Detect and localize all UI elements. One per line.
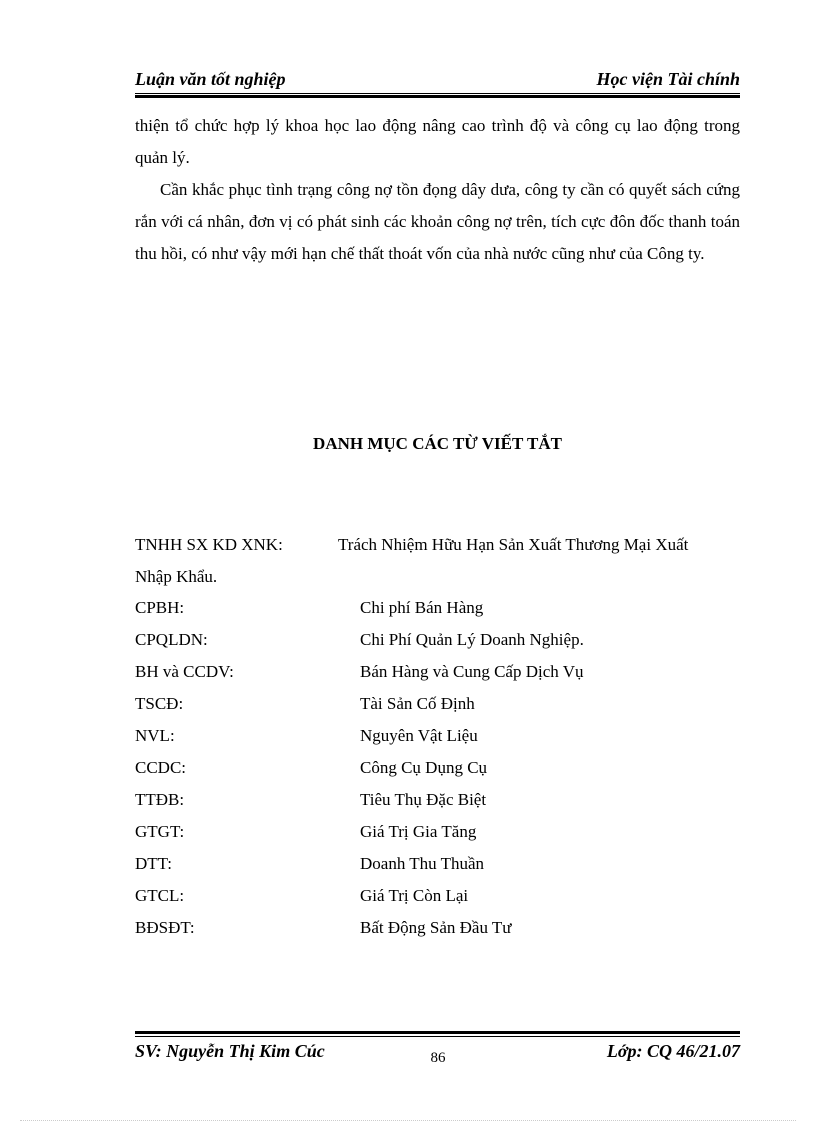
abbreviation-meaning: Doanh Thu Thuần	[360, 854, 485, 873]
abbreviation-row	[135, 848, 740, 880]
page-header	[135, 69, 740, 91]
abbreviation-row	[135, 880, 740, 912]
abbreviation-key: CCDC:	[135, 758, 187, 777]
page-bottom-dotted-border	[20, 1120, 796, 1121]
footer-class: Lớp: CQ 46/21.07	[606, 1041, 740, 1061]
header-thesis-label: Luận văn tốt nghiệp	[135, 69, 286, 89]
abbreviation-row	[135, 529, 740, 561]
abbreviation-row	[135, 912, 740, 944]
paragraph-debt: Cần khắc phục tình trạng công nợ tồn đọng dây dưa, công ty cần có quyết sách cứng rắn với cá nhân, đơn vị có phát sinh các khoản công nợ trên, tích cực đôn đốc thanh toán thu hồi, có như vậy mới hạn chế thất thoát vốn của nhà nước cũng như của Công ty.	[135, 180, 740, 263]
paragraph-continuation: thiện tổ chức hợp lý khoa học lao động nâng cao trình độ và công cụ lao động trong quản lý.	[135, 116, 740, 167]
abbreviation-row	[135, 720, 740, 752]
page-number: 86	[430, 1050, 446, 1066]
abbreviation-meaning: Chi Phí Quản Lý Doanh Nghiệp.	[360, 630, 584, 649]
abbreviation-row	[135, 688, 740, 720]
abbreviation-key: GTCL:	[135, 886, 185, 905]
abbreviation-key: DTT:	[135, 854, 172, 873]
abbreviation-row	[135, 816, 740, 848]
abbreviation-key: TSCĐ:	[135, 694, 184, 713]
abbreviation-meaning-continued: Nhập Khẩu.	[135, 567, 218, 586]
abbreviation-meaning: Giá Trị Gia Tăng	[360, 822, 477, 841]
abbreviation-key: BĐSĐT:	[135, 918, 195, 937]
abbreviation-meaning: Bất Động Sản Đầu Tư	[360, 918, 512, 937]
abbreviation-key: CPQLDN:	[135, 630, 208, 649]
abbreviation-meaning: Trách Nhiệm Hữu Hạn Sản Xuất Thương Mại Xuất	[338, 535, 689, 554]
abbreviation-row	[135, 624, 740, 656]
header-rule-thick	[135, 95, 740, 98]
abbreviation-meaning: Bán Hàng và Cung Cấp Dịch Vụ	[360, 662, 584, 681]
footer-rule-thick	[135, 1031, 740, 1034]
header-institution: Học viện Tài chính	[596, 69, 740, 89]
abbreviation-row	[135, 656, 740, 688]
abbreviation-key: BH và CCDV:	[135, 662, 234, 681]
abbreviation-meaning: Công Cụ Dụng Cụ	[360, 758, 488, 777]
abbreviation-key: CPBH:	[135, 598, 185, 617]
abbreviation-meaning: Nguyên Vật Liệu	[360, 726, 478, 745]
abbreviation-key: NVL:	[135, 726, 175, 745]
abbreviation-meaning: Tài Sản Cố Định	[360, 694, 475, 713]
abbreviation-row-continued	[135, 561, 740, 593]
abbreviation-row	[135, 784, 740, 816]
footer-student-name: SV: Nguyễn Thị Kim Cúc	[135, 1041, 325, 1061]
footer-rule-thin	[135, 1036, 740, 1037]
abbreviation-key: TTĐB:	[135, 790, 185, 809]
abbreviation-meaning: Giá Trị Còn Lại	[360, 886, 469, 905]
abbreviation-meaning: Chi phí Bán Hàng	[360, 598, 484, 617]
section-title: DANH MỤC CÁC TỪ VIẾT TẮT	[313, 434, 562, 453]
abbreviation-key: TNHH SX KD XNK:	[135, 535, 283, 554]
abbreviation-key: GTGT:	[135, 822, 185, 841]
abbreviation-row	[135, 592, 740, 624]
abbreviation-row	[135, 752, 740, 784]
abbreviation-meaning: Tiêu Thụ Đặc Biệt	[360, 790, 487, 809]
header-rule-thin	[135, 93, 740, 94]
